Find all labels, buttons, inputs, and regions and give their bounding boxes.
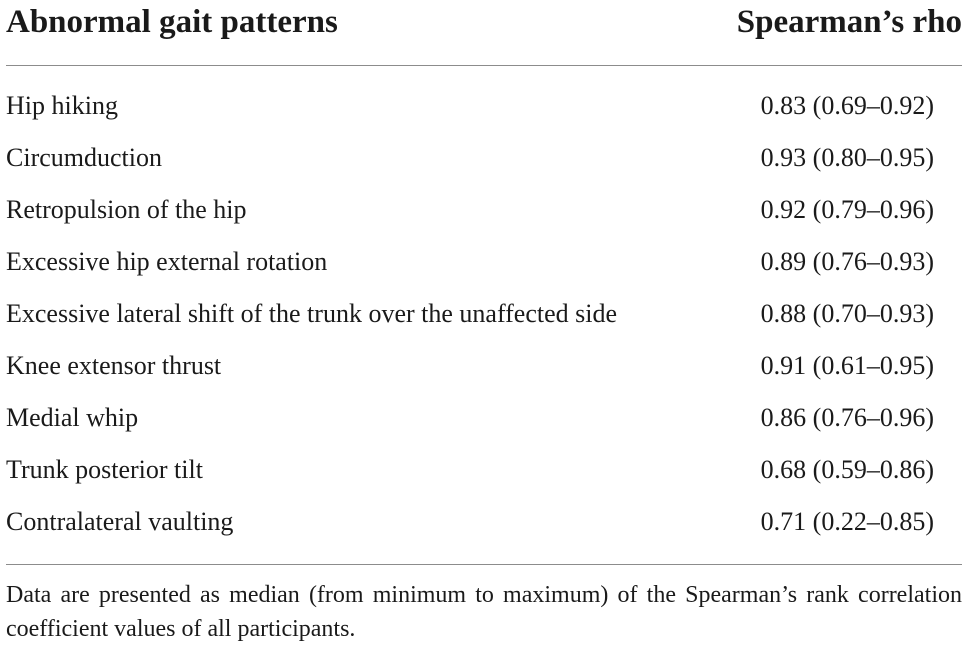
- rho-value-cell: 0.91 (0.61–0.95): [760, 351, 934, 380]
- table-footnote: Data are presented as median (from minimum to maximum) of the Spearman’s rank correlation coefficient values of all participants.: [6, 582, 962, 642]
- rho-value-cell: 0.93 (0.80–0.95): [760, 143, 934, 172]
- table-row: [0, 238, 968, 290]
- table-row: [0, 394, 968, 446]
- table-header: [0, 0, 968, 48]
- gait-pattern-cell: Hip hiking: [6, 91, 118, 120]
- table-row: [0, 498, 968, 550]
- table-row: [0, 82, 968, 134]
- table-row: [0, 290, 968, 342]
- gait-pattern-cell: Contralateral vaulting: [6, 507, 234, 536]
- gait-pattern-cell: Knee extensor thrust: [6, 351, 222, 380]
- header-divider: [6, 65, 962, 66]
- rho-value-cell: 0.92 (0.79–0.96): [760, 195, 934, 224]
- table-row: [0, 186, 968, 238]
- table-row: [0, 446, 968, 498]
- header-abnormal-gait-patterns: Abnormal gait patterns: [6, 4, 338, 40]
- header-spearmans-rho: Spearman’s rho: [736, 4, 962, 40]
- rho-value-cell: 0.88 (0.70–0.93): [760, 299, 934, 328]
- gait-pattern-cell: Excessive lateral shift of the trunk over the unaffected side: [6, 299, 618, 328]
- gait-pattern-cell: Retropulsion of the hip: [6, 195, 247, 224]
- gait-pattern-cell: Circumduction: [6, 143, 162, 172]
- footer-divider: [6, 564, 962, 565]
- rho-value-cell: 0.68 (0.59–0.86): [760, 455, 934, 484]
- rho-value-cell: 0.89 (0.76–0.93): [760, 247, 934, 276]
- table-row: [0, 134, 968, 186]
- rho-value-cell: 0.83 (0.69–0.92): [760, 91, 934, 120]
- gait-pattern-cell: Medial whip: [6, 403, 139, 432]
- rho-value-cell: 0.86 (0.76–0.96): [760, 403, 934, 432]
- table-body: [0, 82, 968, 550]
- gait-pattern-cell: Excessive hip external rotation: [6, 247, 328, 276]
- gait-pattern-cell: Trunk posterior tilt: [6, 455, 203, 484]
- rho-value-cell: 0.71 (0.22–0.85): [760, 507, 934, 536]
- table-row: [0, 342, 968, 394]
